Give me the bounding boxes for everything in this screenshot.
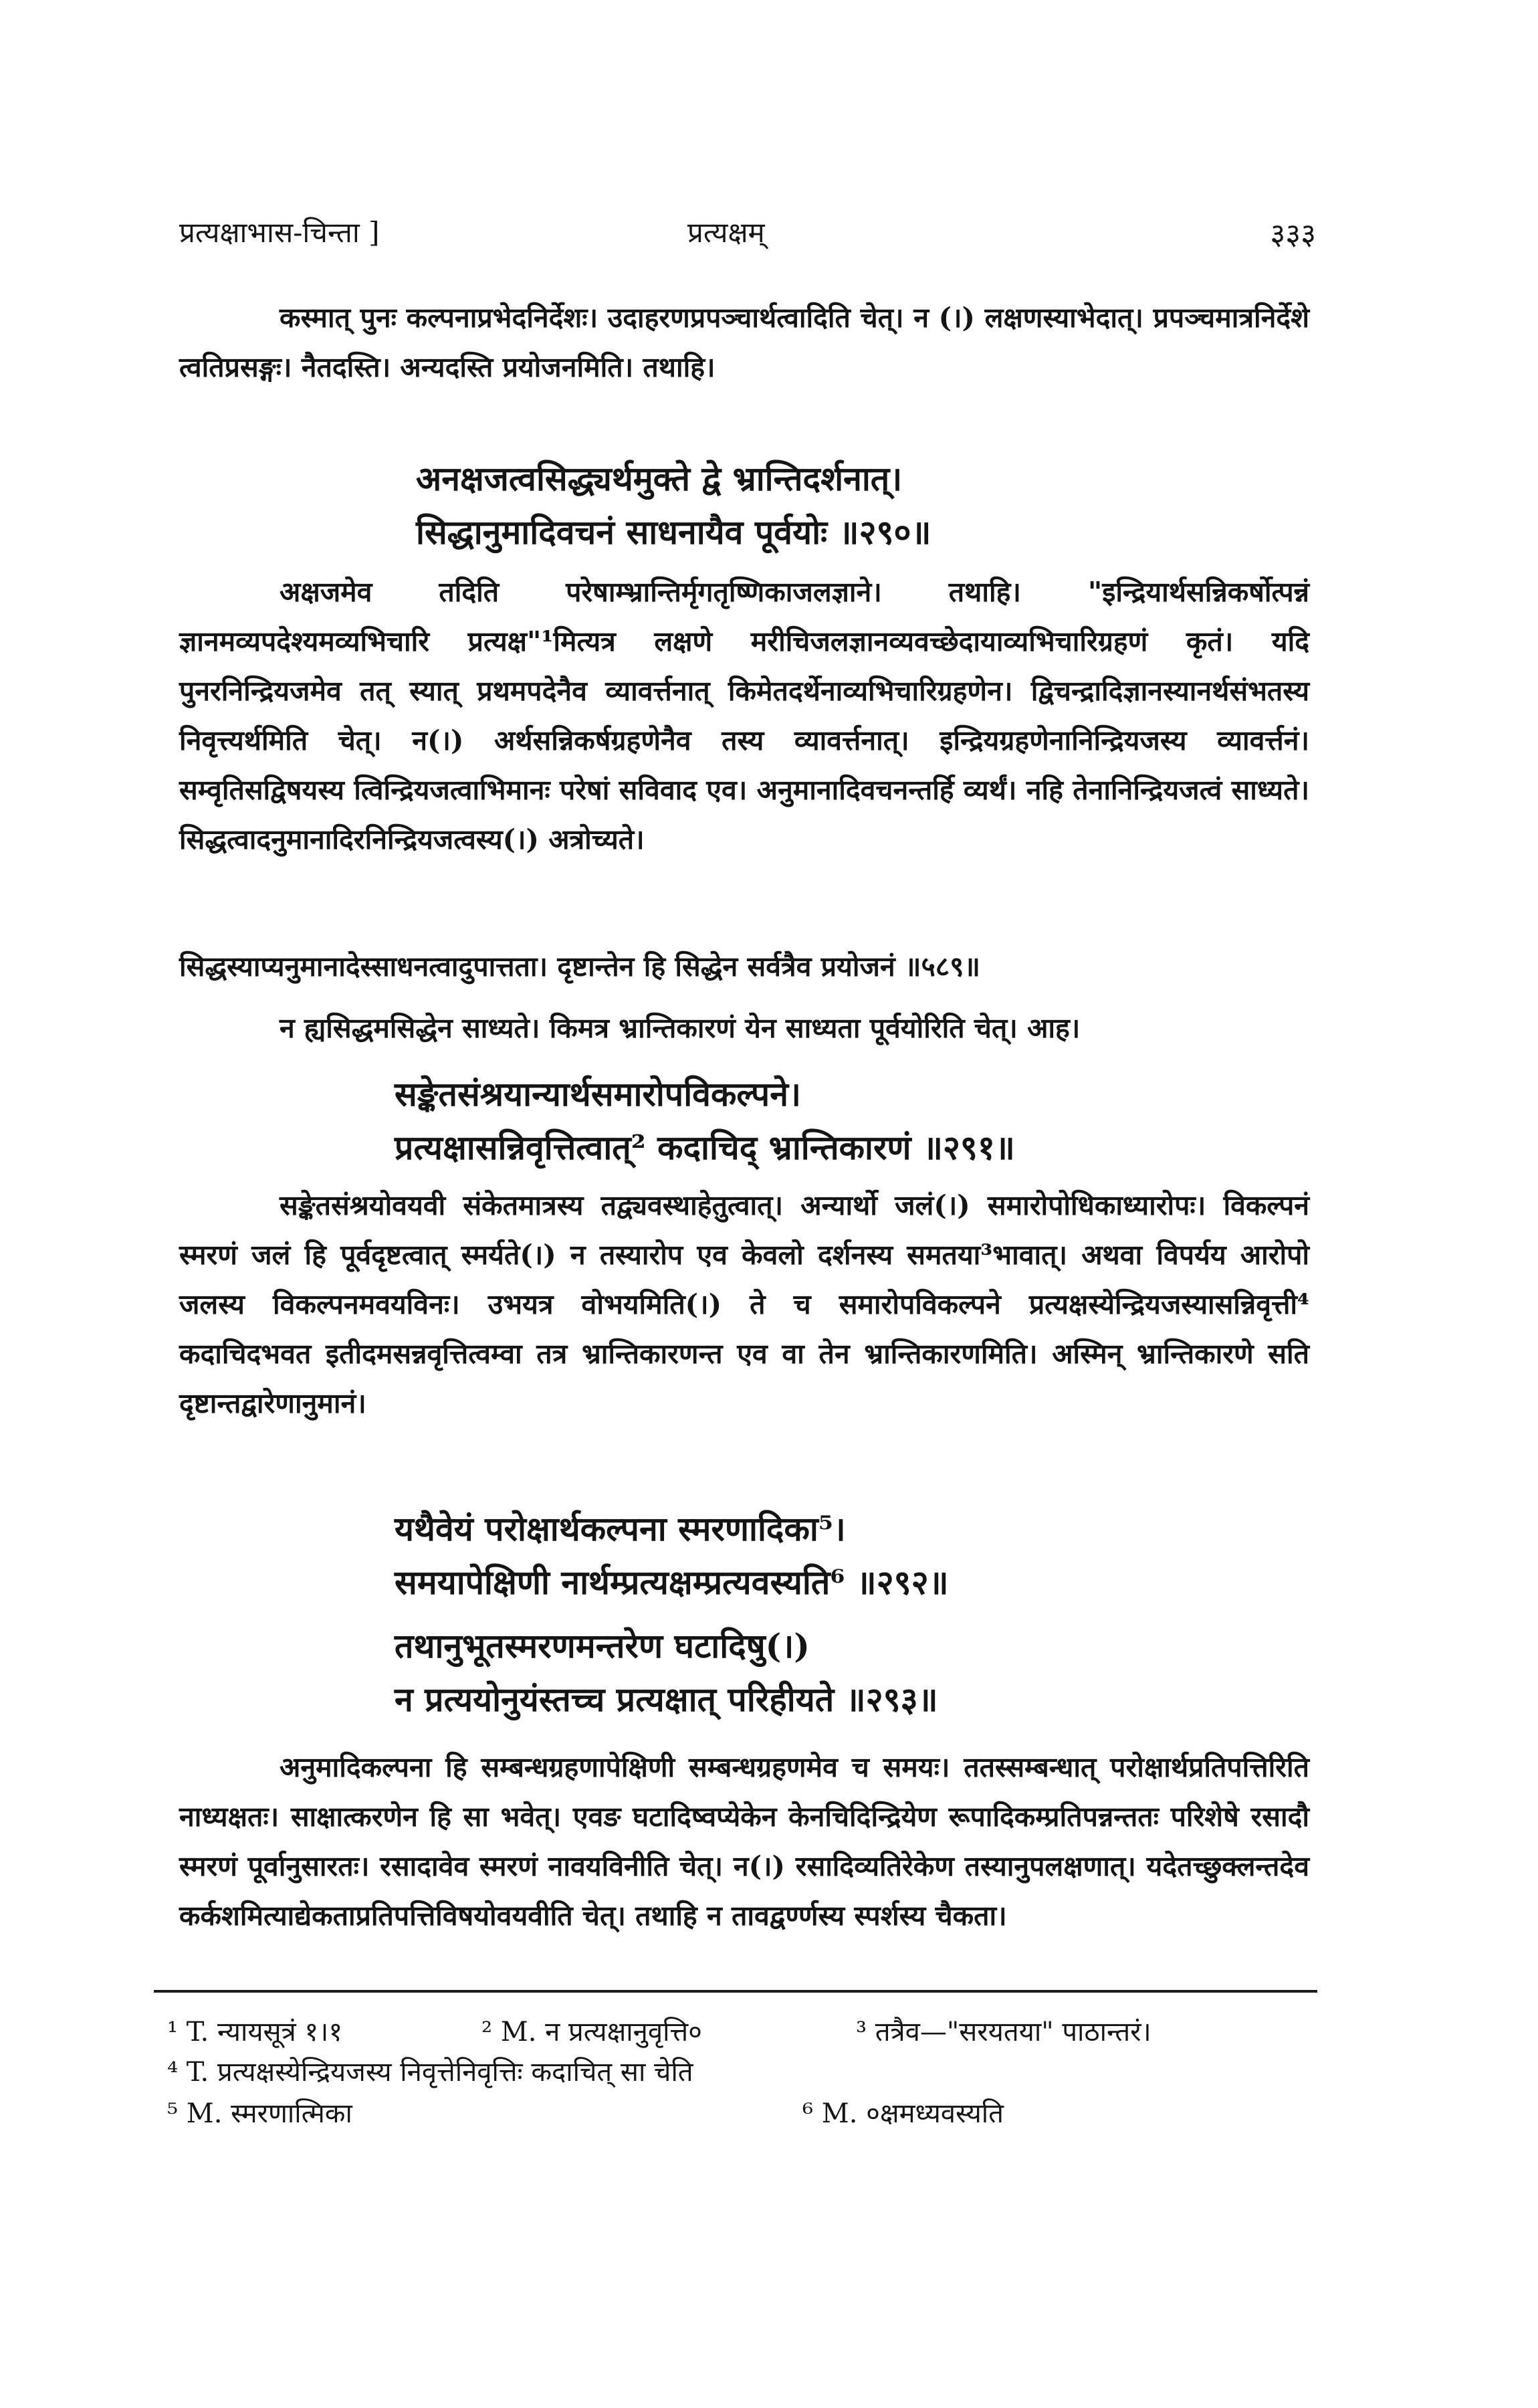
verse-292-line-1: यथैवेयं परोक्षार्थकल्पना स्मरणादिका⁵। [395,1509,846,1548]
footnote-3: ³ तत्रैव—"सरयतया" पाठान्तरं। [856,2017,1151,2047]
footnote-5: ⁵ M. स्मरणात्मिका [167,2098,352,2129]
karika-589: सिद्धस्याप्यनुमानादेस्साधनत्वादुपात्तता। दृष्टान्तेन हि सिद्धेन सर्वत्रैव प्रयोजनं ॥५८९॥ [179,950,980,983]
paragraph-3: न ह्यसिद्धमसिद्धेन साध्यते। किमत्र भ्रान्तिकारणं येन साध्यता पूर्वयोरिति चेत्। आह। [280,1012,1081,1044]
running-header [179,213,1316,260]
verse-290-line-1: अनक्षजत्वसिद्ध्यर्थमुक्ते द्वे भ्रान्तिदर्शनात्। [416,459,903,498]
footnote-1: ¹ T. न्यायसूत्रं १।१ [167,2017,343,2047]
verse-291-line-2: प्रत्यक्षासन्निवृत्तित्वात्² कदाचिद् भ्रान्तिकारणं ॥२९१॥ [395,1128,1015,1167]
verse-291-line-1: सङ्केतसंश्रयान्यार्थसमारोपविकल्पने। [395,1074,801,1114]
paragraph-5: अनुमादिकल्पना हि सम्बन्धग्रहणापेक्षिणी सम्बन्धग्रहणमेव च समयः। ततस्सम्बन्धात् परोक्षार्थप्रतिपत्तिरिति नाध्यक्षतः। साक्षात्करणेन हि सा भवेत्। एवङ घटादिष्वप्येकेन केनचिदिन्द्रियेण रूपादिकम्प्रतिपन्नन्ततः परिशेषे रसादौ स्मरणं पूर्वानुसारतः। रसादावेव स्मरणं नावयविनीति चेत्। न(।) रसादिव्यतिरेकेण तस्यानुपलक्षणात्। यदेतच्छुक्लन्तदेव कर्कशमित्याद्येकताप्रतिपत्तिविषयोवयवीति चेत्। तथाहि न तावद्वर्ण्णस्य स्पर्शस्य चैकता। [179,1751,1309,1932]
verse-292-line-2: समयापेक्षिणी नार्थम्प्रत्यक्षम्प्रत्यवस्यति⁶ ॥२९२॥ [395,1563,949,1602]
page-title: प्रत्यक्षम् [687,216,765,249]
verse-293-line-1: तथानुभूतस्मरणमन्तरेण घटादिषु(।) [395,1626,810,1666]
paragraph-1: कस्मात् पुनः कल्पनाप्रभेदनिर्देशः। उदाहरणप्रपञ्चार्थत्वादिति चेत्। न (।) लक्षणस्याभेदात्। प्रपञ्चमात्रनिर्देशे त्वतिप्रसङ्गः। नैतदस्ति। अन्यदस्ति प्रयोजनमिति। तथाहि। [179,302,1309,383]
paragraph-4: सङ्केतसंश्रयोवयवी संकेतमात्रस्य तद्व्यवस्थाहेतुत्वात्। अन्यार्थो जलं(।) समारोपोधिकाध्यारोपः। विकल्पनं स्मरणं जलं हि पूर्वदृष्टत्वात् स्मर्यते(।) न तस्यारोप एव केवलो दर्शनस्य समतया³भावात्। अथवा विपर्यय आरोपो जलस्य विकल्पनमवयविनः। उभयत्र वोभयमिति(।) ते च समारोपविकल्पने प्रत्यक्षस्येन्द्रियजस्यासन्निवृत्ती⁴ कदाचिदभवत इतीदमसन्नवृत्तित्वम्वा तत्र भ्रान्तिकारणन्त एव वा तेन भ्रान्तिकारणमिति। अस्मिन् भ्रान्तिकारणे सति दृष्टान्तद्वारेणानुमानं। [179,1189,1309,1419]
footnote-2: ² M. न प्रत्यक्षानुवृत्ति० [481,2017,702,2047]
paragraph-2: अक्षजमेव तदिति परेषाम्भ्रान्तिर्मृगतृष्णिकाजलज्ञाने। तथाहि। "इन्द्रियार्थसन्निकर्षोत्पन्नं ज्ञानमव्यपदेश्यमव्यभिचारि प्रत्यक्ष"¹मित्यत्र लक्षणे मरीचिजलज्ञानव्यवच्छेदायाव्यभिचारिग्रहणं कृतं। यदि पुनरनिन्द्रियजमेव तत् स्यात् प्रथमपदेनैव व्यावर्त्तनात् किमेतदर्थेनाव्यभिचारिग्रहणेन। द्विचन्द्रादिज्ञानस्यानर्थसंभतस्य निवृत्त्यर्थमिति चेत्। न(।) अर्थसन्निकर्षग्रहणेनैव तस्य व्यावर्त्तनात्। इन्द्रियग्रहणेनानिन्द्रियजस्य व्यावर्त्तनं। सम्वृतिसद्विषयस्य त्विन्द्रियजत्वाभिमानः परेषां सविवाद एव। अनुमानादिवचनन्तर्हि व्यर्थं। नहि तेनानिन्द्रियजत्वं साध्यते। सिद्धत्वादनुमानादिरनिन्द्रियजत्वस्य(।) अत्रोच्यते। [179,576,1309,856]
verse-290-line-2: सिद्धानुमादिवचनं साधनायैव पूर्वयोः ॥२९०॥ [416,512,931,552]
page-number: ३३३ [1270,217,1316,252]
verse-293-line-2: न प्रत्ययोनुयंस्तच्च प्रत्यक्षात् परिहीयते ॥२९३॥ [395,1680,938,1719]
footnote-6: ⁶ M. ०क्षमध्यवस्यति [802,2098,1004,2129]
section-title: प्रत्यक्षाभास-चिन्ता ] [179,216,380,249]
footnote-rule [154,1990,1317,1993]
footnote-4: ⁴ T. प्रत्यक्षस्येन्द्रियजस्य निवृत्तेनिवृत्तिः कदाचित् सा चेति [167,2057,693,2088]
